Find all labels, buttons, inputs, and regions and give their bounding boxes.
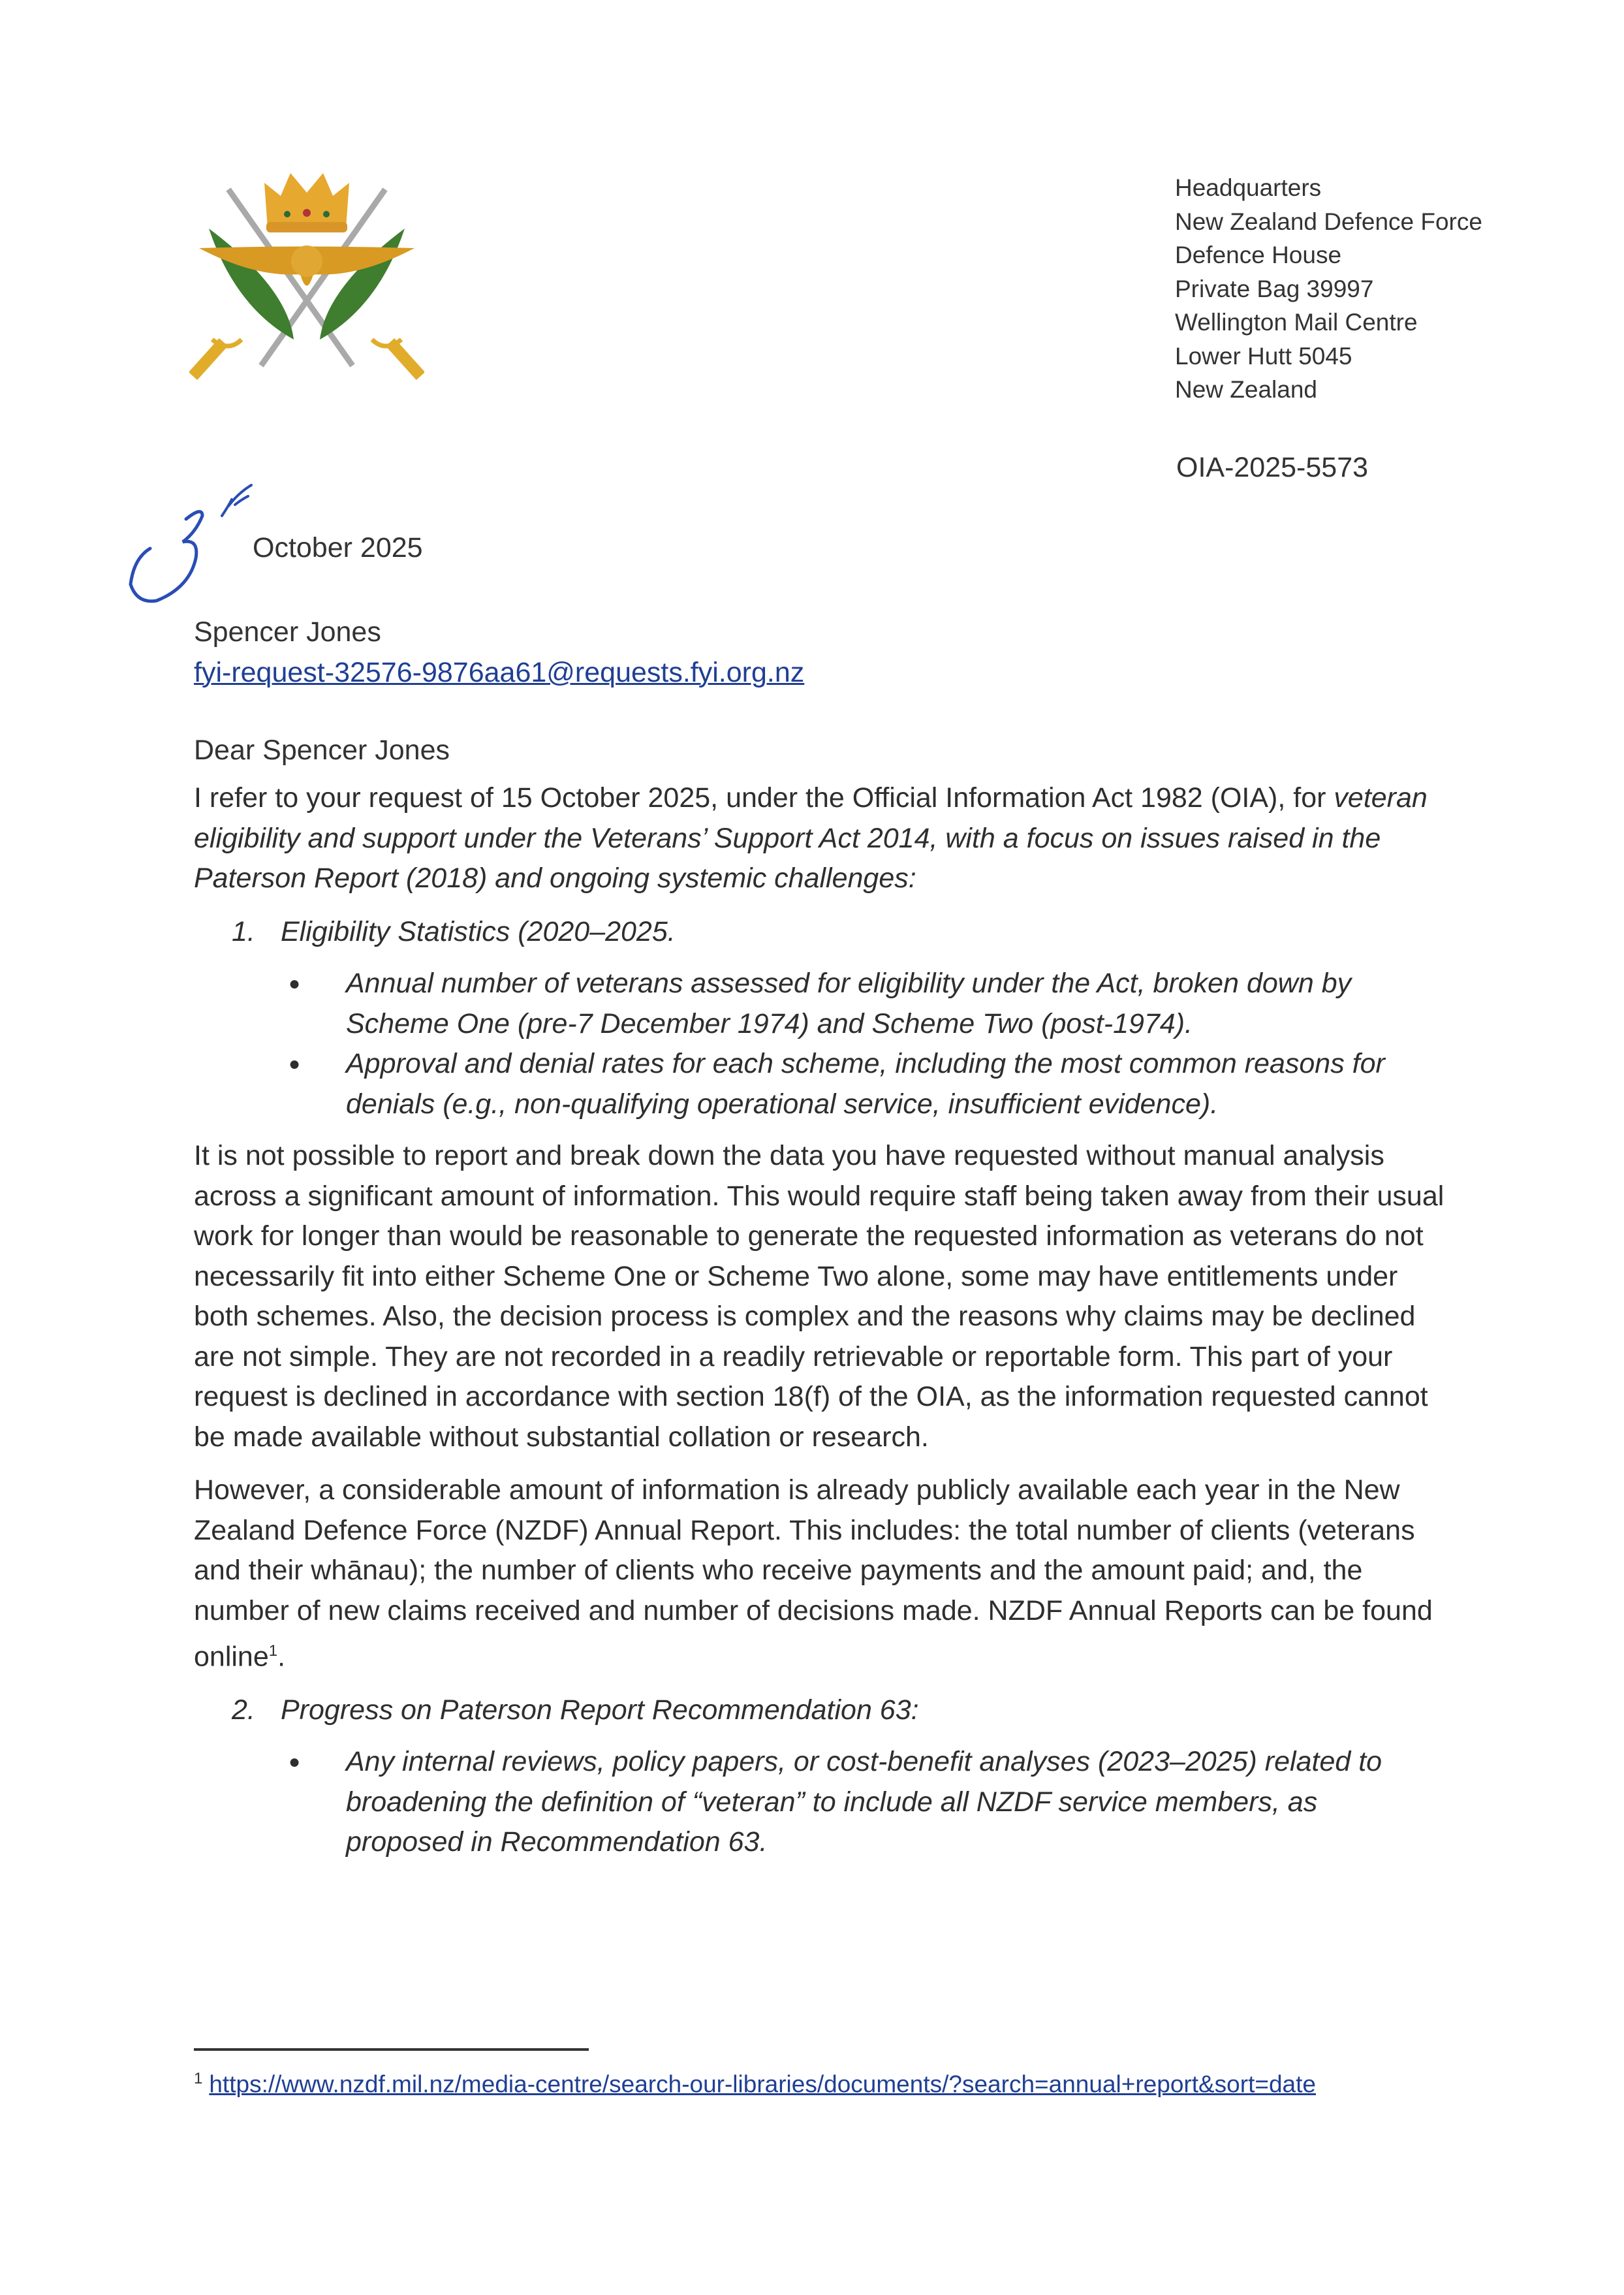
footnote-url-link[interactable]: https://www.nzdf.mil.nz/media-centre/search-our-libraries/documents/?search=annual+report&sort=date	[209, 2070, 1316, 2098]
bullet-icon: ●	[289, 973, 301, 994]
list-item: ● Annual number of veterans assessed for eligibility under the Act, broken down by Scheme One (pre-7 December 1974) and Scheme Two (post-1974).	[194, 964, 1447, 1044]
request-item-2-bullets	[194, 1742, 1447, 1863]
address-line: Defence House	[1175, 242, 1342, 268]
recipient-email-link[interactable]: fyi-request-32576-9876aa61@requests.fyi.org.nz	[194, 657, 805, 688]
bullet-icon: ●	[289, 1751, 301, 1773]
address-line: Private Bag 39997	[1175, 275, 1374, 302]
list-item: ● Any internal reviews, policy papers, or cost-benefit analyses (2023–2025) related to broadening the definition of “veteran” to include all NZDF service members, as proposed in Recommendation 63.	[194, 1742, 1447, 1863]
footnote-number: 1	[194, 2070, 203, 2087]
recipient-name: Spencer Jones	[194, 616, 381, 648]
bullet-icon: ●	[289, 1053, 301, 1075]
footnote	[194, 2070, 1316, 2098]
recipient-block	[194, 612, 804, 693]
sender-address	[1175, 171, 1482, 407]
letter-date: October 2025	[253, 532, 423, 563]
address-line: New Zealand Defence Force	[1175, 208, 1482, 235]
footnote-reference[interactable]: 1	[268, 1642, 278, 1660]
response-paragraph-2: However, a considerable amount of information is already publicly available each year in the New Zealand Defence Force (NZDF) Annual Report. This includes: the total number of clients (veterans and their whānau); the number of clients who receive payments and the amount paid; and, the number of new claims received and number of decisions made. NZDF Annual Reports can be found online$^1$.	[194, 1474, 1433, 1673]
intro-paragraph: I refer to your request of 15 October 2025, under the Official Information Act 1982 (OIA), for veteran eligibility and support under the Veterans’ Support Act 2014, with a focus on issues raised in the Paterson Report (2018) and ongoing systemic challenges:	[194, 782, 1428, 894]
reference-number: OIA-2025-5573	[1176, 452, 1369, 483]
address-line: Headquarters	[1175, 174, 1322, 201]
address-line: New Zealand	[1175, 376, 1318, 403]
nzdf-crest-icon	[189, 157, 424, 392]
address-line: Wellington Mail Centre	[1175, 309, 1418, 336]
request-item-2: 2. Progress on Paterson Report Recommendation 63:	[232, 1694, 919, 1726]
request-item-1-bullets	[194, 964, 1447, 1124]
salutation: Dear Spencer Jones	[194, 735, 450, 766]
request-item-1: 1. Eligibility Statistics (2020–2025.	[232, 915, 676, 947]
letter-body	[194, 778, 1447, 1875]
footnote-divider	[194, 2048, 589, 2051]
address-line: Lower Hutt 5045	[1175, 342, 1352, 370]
list-item: ● Approval and denial rates for each scheme, including the most common reasons for denials (e.g., non-qualifying operational service, insufficient evidence).	[194, 1044, 1447, 1124]
response-paragraph-1: It is not possible to report and break down the data you have requested without manual analysis across a significant amount of information. This would require staff being taken away from their usual work for longer than would be reasonable to generate the requested information as veterans do not necessarily fit into either Scheme One or Scheme Two alone, some may have entitlements under both schemes. Also, the decision process is complex and the reasons why claims may be declined are not simple. They are not recorded in a readily retrievable or reportable form. This part of your request is declined in accordance with section 18(f) of the OIA, as the information requested cannot be made available without substantial collation or research.	[194, 1140, 1444, 1453]
